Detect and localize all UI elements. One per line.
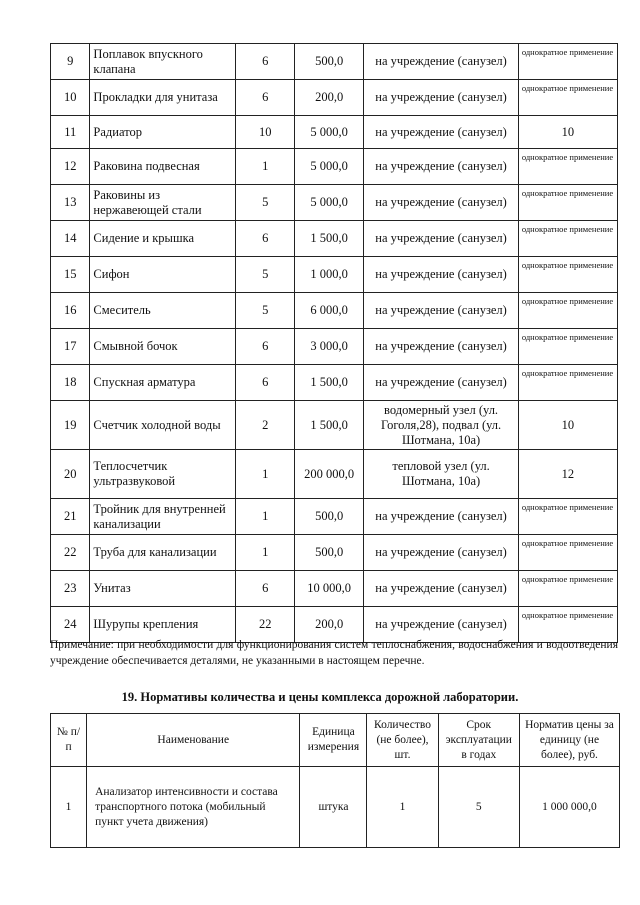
cell-num: 11 bbox=[51, 116, 90, 149]
cell-price: 3 000,0 bbox=[295, 329, 364, 365]
header-num: № п/п bbox=[51, 714, 87, 767]
cell-qty: 6 bbox=[236, 80, 295, 116]
cell-price: 200,0 bbox=[295, 607, 364, 643]
cell-num: 20 bbox=[51, 450, 90, 499]
table-row bbox=[51, 767, 620, 848]
cell-qty: 5 bbox=[236, 293, 295, 329]
cell-qty: 1 bbox=[236, 499, 295, 535]
cell-place: на учреждение (санузел) bbox=[364, 221, 519, 257]
cell-num: 13 bbox=[51, 185, 90, 221]
cell-num: 23 bbox=[51, 571, 90, 607]
cell-place: на учреждение (санузел) bbox=[364, 293, 519, 329]
cell-price: 1 000,0 bbox=[295, 257, 364, 293]
cell-name: Смеситель bbox=[90, 293, 236, 329]
cell-term: 5 bbox=[438, 767, 519, 848]
cell-term: однократное применение bbox=[518, 607, 617, 643]
cell-place: на учреждение (санузел) bbox=[364, 365, 519, 401]
cell-num: 24 bbox=[51, 607, 90, 643]
cell-qty: 5 bbox=[236, 257, 295, 293]
cell-price: 5 000,0 bbox=[295, 185, 364, 221]
cell-qty: 10 bbox=[236, 116, 295, 149]
cell-num: 17 bbox=[51, 329, 90, 365]
cell-place: на учреждение (санузел) bbox=[364, 149, 519, 185]
cell-num: 19 bbox=[51, 401, 90, 450]
cell-term: 12 bbox=[518, 450, 617, 499]
cell-qty: 6 bbox=[236, 571, 295, 607]
cell-term: 10 bbox=[518, 401, 617, 450]
table-row bbox=[51, 401, 618, 450]
cell-qty: 2 bbox=[236, 401, 295, 450]
cell-term: однократное применение bbox=[518, 293, 617, 329]
cell-price: 10 000,0 bbox=[295, 571, 364, 607]
cell-place: на учреждение (санузел) bbox=[364, 116, 519, 149]
cell-name: Счетчик холодной воды bbox=[90, 401, 236, 450]
cell-name: Раковины из нержавеющей стали bbox=[90, 185, 236, 221]
cell-place: на учреждение (санузел) bbox=[364, 80, 519, 116]
cell-term: 10 bbox=[518, 116, 617, 149]
cell-name: Сидение и крышка bbox=[90, 221, 236, 257]
cell-num: 9 bbox=[51, 44, 90, 80]
cell-qty: 1 bbox=[236, 149, 295, 185]
cell-price: 1 500,0 bbox=[295, 221, 364, 257]
table-row bbox=[51, 185, 618, 221]
cell-place: на учреждение (санузел) bbox=[364, 607, 519, 643]
header-term: Срок эксплуатации в годах bbox=[438, 714, 519, 767]
cell-price: 6 000,0 bbox=[295, 293, 364, 329]
lab-table bbox=[50, 713, 620, 848]
cell-qty: 1 bbox=[367, 767, 438, 848]
header-price: Норматив цены за единицу (не более), руб. bbox=[519, 714, 619, 767]
cell-place: на учреждение (санузел) bbox=[364, 257, 519, 293]
header-unit: Единица измерения bbox=[300, 714, 367, 767]
table-row bbox=[51, 116, 618, 149]
cell-num: 15 bbox=[51, 257, 90, 293]
cell-term: однократное применение bbox=[518, 535, 617, 571]
cell-term: однократное применение bbox=[518, 365, 617, 401]
cell-num: 1 bbox=[51, 767, 87, 848]
cell-term: однократное применение bbox=[518, 499, 617, 535]
table-row bbox=[51, 499, 618, 535]
table-row bbox=[51, 149, 618, 185]
cell-price: 5 000,0 bbox=[295, 149, 364, 185]
cell-term: однократное применение bbox=[518, 329, 617, 365]
cell-name: Сифон bbox=[90, 257, 236, 293]
cell-name: Прокладки для унитаза bbox=[90, 80, 236, 116]
cell-name: Раковина подвесная bbox=[90, 149, 236, 185]
cell-name: Радиатор bbox=[90, 116, 236, 149]
cell-place: на учреждение (санузел) bbox=[364, 535, 519, 571]
cell-name: Шурупы крепления bbox=[90, 607, 236, 643]
cell-name: Унитаз bbox=[90, 571, 236, 607]
table-row bbox=[51, 329, 618, 365]
lab-table-header bbox=[51, 714, 620, 767]
cell-price: 200 000,0 bbox=[295, 450, 364, 499]
cell-num: 22 bbox=[51, 535, 90, 571]
cell-term: однократное применение bbox=[518, 149, 617, 185]
cell-qty: 6 bbox=[236, 44, 295, 80]
table-row bbox=[51, 80, 618, 116]
table-row bbox=[51, 293, 618, 329]
cell-name: Тройник для внутренней канализации bbox=[90, 499, 236, 535]
cell-qty: 5 bbox=[236, 185, 295, 221]
cell-qty: 6 bbox=[236, 221, 295, 257]
cell-num: 21 bbox=[51, 499, 90, 535]
cell-place: тепловой узел (ул. Шотмана, 10а) bbox=[364, 450, 519, 499]
cell-place: на учреждение (санузел) bbox=[364, 44, 519, 80]
header-qty: Количество (не более), шт. bbox=[367, 714, 438, 767]
header-name: Наименование bbox=[87, 714, 300, 767]
cell-price: 1 000 000,0 bbox=[519, 767, 619, 848]
cell-place: на учреждение (санузел) bbox=[364, 499, 519, 535]
cell-num: 16 bbox=[51, 293, 90, 329]
cell-price: 500,0 bbox=[295, 44, 364, 80]
cell-place: на учреждение (санузел) bbox=[364, 571, 519, 607]
items-table bbox=[50, 43, 618, 643]
cell-name: Поплавок впускного клапана bbox=[90, 44, 236, 80]
cell-qty: 1 bbox=[236, 535, 295, 571]
table-row bbox=[51, 44, 618, 80]
cell-price: 5 000,0 bbox=[295, 116, 364, 149]
cell-price: 1 500,0 bbox=[295, 401, 364, 450]
cell-name: Теплосчетчик ультразвуковой bbox=[90, 450, 236, 499]
section-title: 19. Нормативы количества и цены комплекса дорожной лаборатории. bbox=[121, 690, 519, 704]
cell-unit: штука bbox=[300, 767, 367, 848]
table-row bbox=[51, 571, 618, 607]
cell-place: водомерный узел (ул. Гоголя,28), подвал (ул. Шотмана, 10а) bbox=[364, 401, 519, 450]
cell-place: на учреждение (санузел) bbox=[364, 185, 519, 221]
cell-qty: 1 bbox=[236, 450, 295, 499]
cell-term: однократное применение bbox=[518, 44, 617, 80]
cell-num: 12 bbox=[51, 149, 90, 185]
cell-num: 14 bbox=[51, 221, 90, 257]
table-row bbox=[51, 257, 618, 293]
cell-price: 1 500,0 bbox=[295, 365, 364, 401]
table-row bbox=[51, 535, 618, 571]
cell-num: 18 bbox=[51, 365, 90, 401]
cell-qty: 22 bbox=[236, 607, 295, 643]
table-row bbox=[51, 365, 618, 401]
cell-price: 500,0 bbox=[295, 535, 364, 571]
cell-price: 500,0 bbox=[295, 499, 364, 535]
cell-term: однократное применение bbox=[518, 80, 617, 116]
cell-qty: 6 bbox=[236, 365, 295, 401]
cell-name: Анализатор интенсивности и состава транспортного потока (мобильный пункт учета движения) bbox=[87, 767, 300, 848]
note-text: Примечание: при необходимости для функционирования систем теплоснабжения, водоснабжения и водоотведения учреждение обеспечивается деталями, не указанными в настоящем перечне. bbox=[50, 639, 618, 667]
cell-qty: 6 bbox=[236, 329, 295, 365]
cell-name: Смывной бочок bbox=[90, 329, 236, 365]
cell-term: однократное применение bbox=[518, 185, 617, 221]
cell-name: Труба для канализации bbox=[90, 535, 236, 571]
cell-name: Спускная арматура bbox=[90, 365, 236, 401]
cell-term: однократное применение bbox=[518, 221, 617, 257]
table-row bbox=[51, 450, 618, 499]
table-row bbox=[51, 221, 618, 257]
cell-term: однократное применение bbox=[518, 571, 617, 607]
cell-term: однократное применение bbox=[518, 257, 617, 293]
cell-price: 200,0 bbox=[295, 80, 364, 116]
cell-place: на учреждение (санузел) bbox=[364, 329, 519, 365]
cell-num: 10 bbox=[51, 80, 90, 116]
